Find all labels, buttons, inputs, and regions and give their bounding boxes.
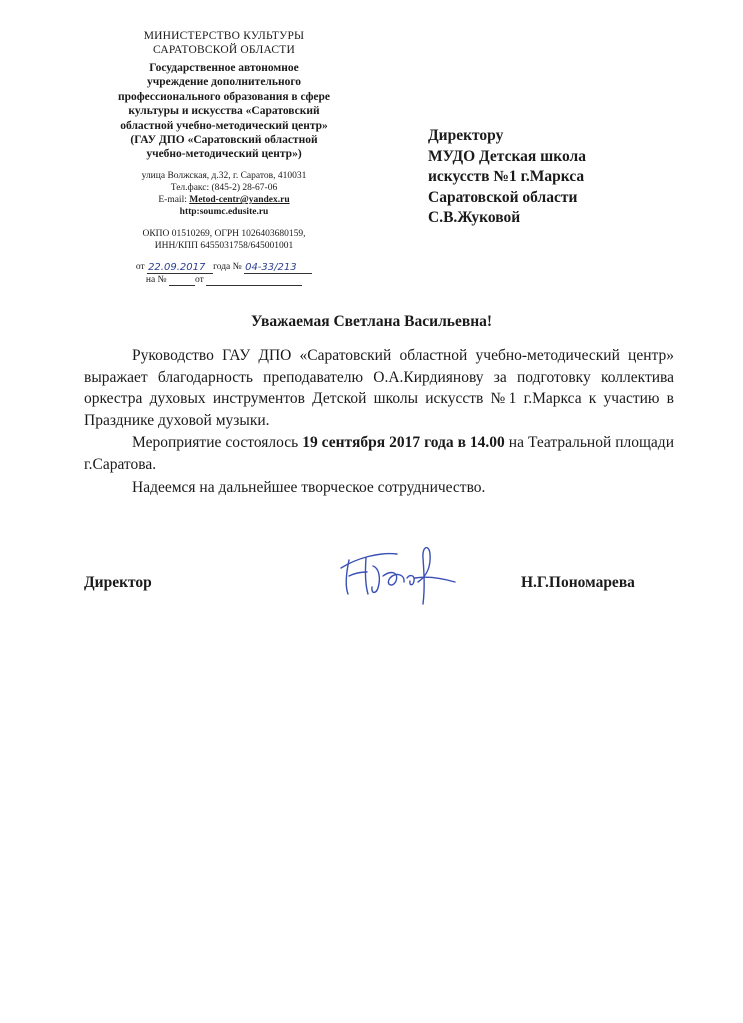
organization-name: Государственное автономное учреждение дополнительного профессионального образования в сфере культуры и искусства «Саратовский областной учебно-методический центр» (ГАУ ДПО «Саратовский областной учебно-методический центр») — [117, 62, 331, 161]
recipient-block: Директору МУДО Детская школа искусств №1 г.Маркса Саратовской области С.В.Жуковой — [428, 127, 586, 226]
signatory-name: Н.Г.Пономарева — [521, 574, 635, 591]
handwritten-signature — [335, 538, 460, 608]
phone: Тел.факс: (845-2) 28-67-06 — [170, 183, 278, 194]
email-line: E-mail: Metod-centr@yandex.ru — [158, 195, 290, 206]
body-paragraph-1: Руководство ГАУ ДПО «Саратовский областной учебно-методический центр» выражает благодарность преподавателю О.А.Кирдиянову за подготовку коллектива оркестра духовых инструментов Детской школы искусств №1 г.Маркса к участию в Празднике духовой музыки. — [84, 347, 674, 429]
handwritten-date: 22.09.2017 — [148, 261, 206, 273]
handwritten-number: 04-33/213 — [245, 261, 297, 273]
reply-date-field — [206, 275, 302, 286]
body-paragraph-3: Надеемся на дальнейшее творческое сотрудничество. — [132, 479, 486, 496]
email-link[interactable]: Metod-centr@yandex.ru — [189, 195, 290, 206]
reply-to-line: на № от — [84, 274, 364, 287]
address: улица Волжская, д.32, г. Саратов, 410031 — [141, 170, 307, 181]
salutation: Уважаемая Светлана Васильевна! — [250, 313, 493, 330]
number-field — [244, 263, 312, 274]
reply-number-field — [169, 275, 195, 286]
outgoing-number-line: от 22.09.2017 года № 04-33/213 — [84, 261, 364, 274]
signatory-title: Директор — [84, 574, 152, 591]
document-registration — [84, 261, 364, 286]
contact-info — [84, 170, 364, 219]
ministry-name: МИНИСТЕРСТВО КУЛЬТУРЫ САРАТОВСКОЙ ОБЛАСТИ — [143, 30, 305, 56]
date-field — [147, 263, 213, 274]
body-paragraph-2: Мероприятие состоялось 19 сентября 2017 года в 14.00 на Театральной площади г.Саратова. — [84, 434, 674, 473]
event-date-time: 19 сентября 2017 года в 14.00 — [302, 434, 505, 451]
letter-body — [84, 345, 674, 499]
letterhead — [84, 30, 364, 286]
registration-codes: ОКПО 01510269, ОГРН 1026403680159, ИНН/КПП 6455031758/645001001 — [142, 228, 306, 251]
website[interactable]: http:soumc.edusite.ru — [179, 207, 269, 218]
